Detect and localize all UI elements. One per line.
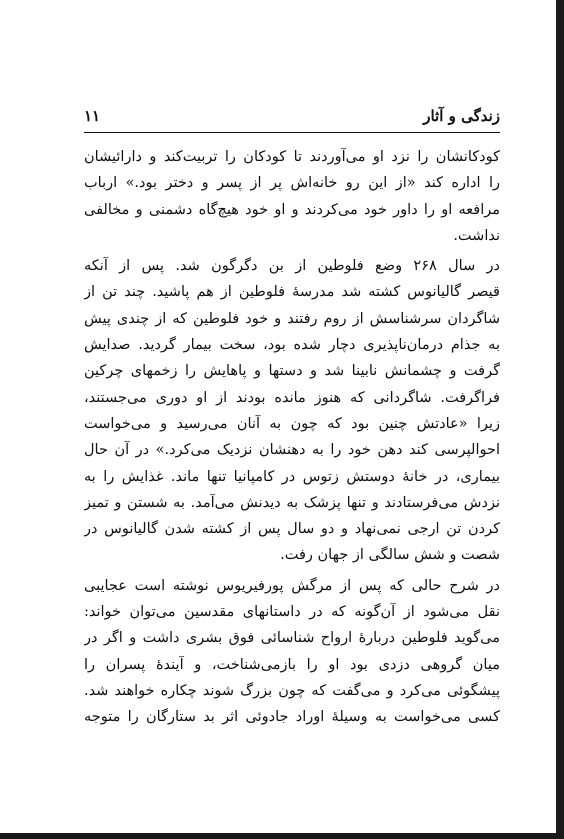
- text-line: به جذام درمان‌ناپذیری دچار شده بود، سخت بیمار گردید. صدایش: [84, 337, 500, 354]
- header-rule: [84, 132, 500, 133]
- text-line: نداشت.: [453, 227, 500, 244]
- text-line: زیرا «عادتش چنین بود که چون به آنان می‌رسید و می‌خواست: [84, 415, 500, 432]
- paragraph: [84, 573, 500, 731]
- running-header: [84, 104, 500, 130]
- page-edge-shadow-right: [556, 0, 564, 839]
- running-title: زندگی و آثار: [423, 107, 500, 125]
- text-line: میان گروهی دزدی بود او را بازمی‌شناخت، و آیندهٔ پسران را: [84, 656, 500, 673]
- paragraph: [84, 144, 500, 249]
- text-line: کودکانشان را نزد او می‌آوردند تا کودکان را تربیت‌کند و دارائیشان: [84, 149, 500, 165]
- text-line: احوالپرسی کند دهن خود را به دهنشان نزدیک می‌کرد.» در آن حال: [84, 442, 500, 459]
- page-edge-shadow-bottom: [0, 833, 564, 839]
- page-number: ۱۱: [84, 107, 101, 125]
- text-line: پیشگوئی می‌کرد و می‌گفت که چون بزرگ شوند چکاره خواهند شد.: [84, 682, 500, 699]
- paragraph: [84, 253, 500, 569]
- text-line: کردن تن ارجی نمی‌نهاد و دو سال پس از کشته شدن گالیانوس در: [84, 521, 500, 538]
- text-line: را اداره کند «از این رو خانه‌اش پر از پسر و دختر بود.» ارباب: [84, 175, 500, 192]
- text-line: می‌گوید فلوطین دربارهٔ ارواح شناسائی فوق بشری داشت و اگر در: [84, 630, 500, 647]
- body-text: [84, 144, 500, 731]
- text-line: قیصر گالیانوس کشته شد مدرسهٔ فلوطین از هم پاشید. چند تن از: [84, 284, 500, 301]
- text-line: در سال ۲۶۸ وضع فلوطین از بن دگرگون شد. پس از آنکه: [84, 258, 500, 275]
- text-line: شاگردان سرشناسش از روم رفتند و خود فلوطین که از چندی پیش: [84, 310, 500, 327]
- text-line: مرافعه او را داور خود می‌کردند و او خود هیچ‌گاه دشمنی و مخالفی: [84, 201, 500, 218]
- text-line: بیماری، در خانهٔ دوستش زتوس در کامپانیا تنها ماند. غذایش را به: [84, 468, 500, 485]
- text-line: کسی می‌خواست به وسیلهٔ اوراد جادوئی اثر بد ستارگان را متوجه: [84, 709, 500, 726]
- text-line: نقل می‌شود از آن‌گونه که در داستانهای مقدسین می‌توان خواند:: [84, 604, 500, 621]
- text-line: فراگرفت. شاگردانی که هنوز مانده بودند از او دوری می‌جستند،: [84, 389, 500, 406]
- text-line: نزدش می‌فرستادند و تنها پزشک به دیدنش می‌آمد. به شستن و تمیز: [84, 494, 500, 511]
- text-line: در شرح حالی که پس از مرگش پورفیریوس نوشته است عجایبی: [84, 577, 500, 594]
- text-line: شصت و شش سالگی از جهان رفت.: [280, 547, 500, 564]
- text-line: گرفت و چشمانش نابینا شد و دستها و پاهایش را زخمهای چرکین: [84, 363, 500, 380]
